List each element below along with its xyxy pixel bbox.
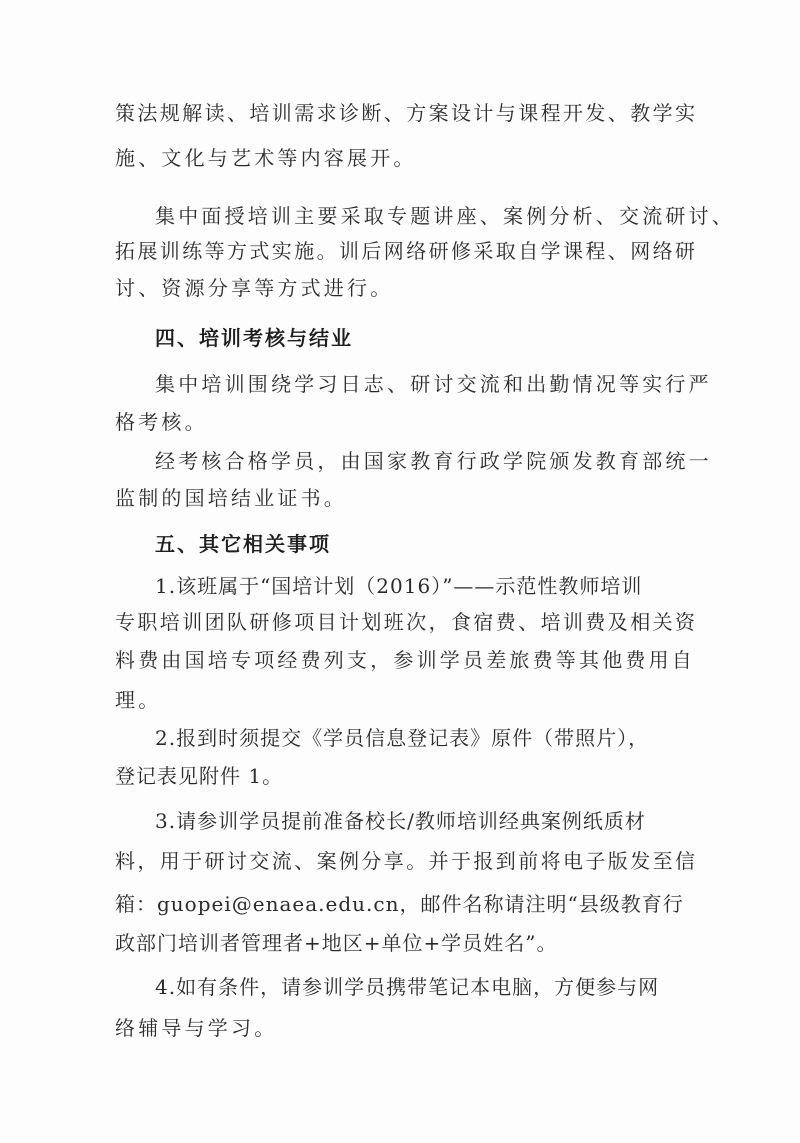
text-line: 料，用于研讨交流、案例分享。并于报到前将电子版发至信 [115, 849, 695, 873]
text-line: 集中培训围绕学习日志、研讨交流和出勤情况等实行严 [155, 372, 712, 396]
text-line: 经考核合格学员，由国家教育行政学院颁发教育部统一 [155, 449, 712, 473]
text-line: 集中面授培训主要采取专题讲座、案例分析、交流研讨、 [155, 204, 735, 228]
text-line: 拓展训练等方式实施。训后网络研修采取自学课程、网络研 [115, 239, 695, 263]
section-heading: 四、培训考核与结业 [155, 326, 353, 350]
text-line: 理。 [115, 688, 162, 712]
text-line: 络辅导与学习。 [115, 1016, 278, 1040]
text-line: 箱：guopei@enaea.edu.cn，邮件名称请注明“县级教育行 [115, 892, 684, 916]
text-line: 4.如有条件，请参训学员携带笔记本电脑，方便参与网 [155, 975, 660, 999]
text-line: 2.报到时须提交《学员信息登记表》原件（带照片）， [155, 726, 650, 750]
text-line: 3.请参训学员提前准备校长/教师培训经典案例纸质材 [155, 809, 646, 833]
text-line: 政部门培训者管理者+地区+单位+学员姓名”。 [115, 931, 558, 955]
text-line: 讨、资源分享等方式进行。 [115, 276, 394, 300]
text-line: 料费由国培专项经费列支，参训学员差旅费等其他费用自 [115, 648, 695, 672]
text-line: 专职培训团队研修项目计划班次，食宿费、培训费及相关资 [115, 610, 695, 634]
text-line: 格考核。 [115, 410, 208, 434]
section-heading: 五、其它相关事项 [155, 532, 331, 556]
text-line: 策法规解读、培训需求诊断、方案设计与课程开发、教学实 [115, 101, 695, 125]
text-line: 1.该班属于“国培计划（2016）”——示范性教师培训 [155, 574, 643, 598]
text-line: 监制的国培结业证书。 [115, 486, 347, 510]
text-line: 施、文化与艺术等内容展开。 [115, 146, 417, 170]
text-line: 登记表见附件 1。 [115, 764, 284, 788]
